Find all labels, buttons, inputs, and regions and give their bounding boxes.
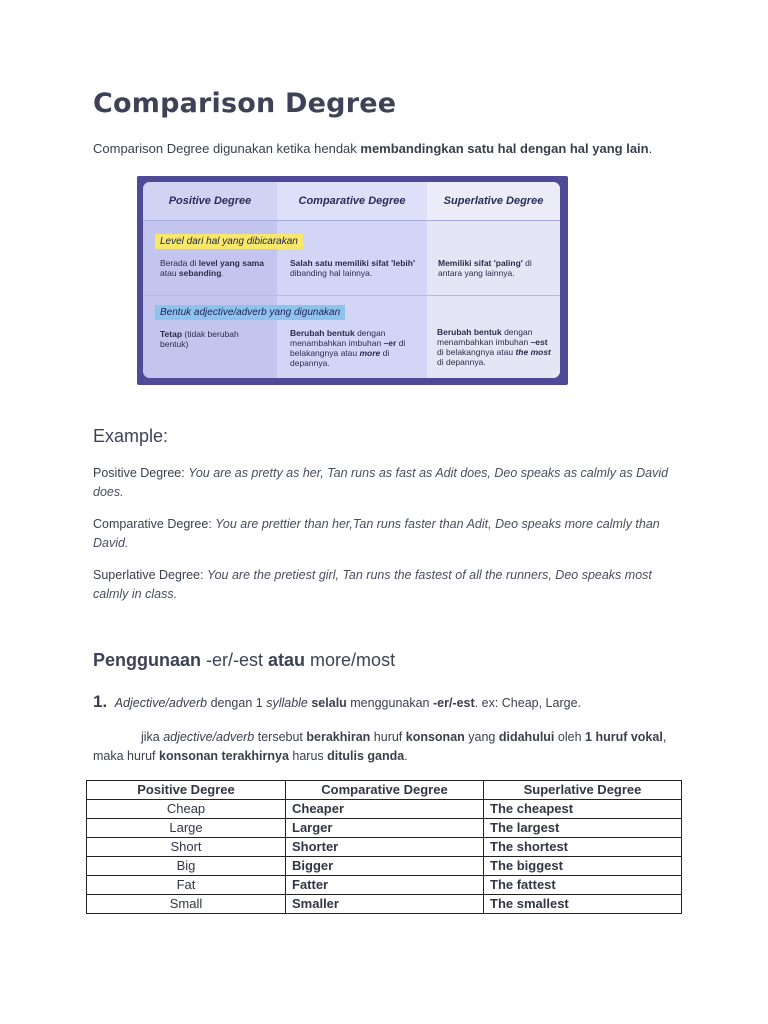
usage-rule-1-note: jika adjective/adverb tersebut berakhiran huruf konsonan yang didahului oleh 1 huruf vokal, maka huruf konsonan terakhirnya harus ditulis ganda. — [93, 730, 667, 763]
example-positive: Positive Degree: You are as pretty as her, Tan runs as fast as Adit does, Deo speaks as calmly as David does. — [93, 466, 669, 499]
infographic-divider — [143, 295, 560, 296]
infographic-tag-level: Level dari hal yang dibicarakan — [155, 234, 303, 249]
form-positive-text: Tetap (tidak berubah bentuk) — [160, 329, 239, 349]
table-cell: Shorter — [286, 838, 484, 857]
table-cell: Larger — [286, 819, 484, 838]
example-heading: Example: — [93, 426, 169, 446]
degree-infographic — [137, 176, 568, 385]
rule-number: 1. — [93, 692, 108, 711]
level-superlative-text: Memiliki sifat 'paling' di antara yang lainnya. — [438, 258, 532, 278]
table-cell: Small — [87, 895, 286, 914]
example-comparative: Comparative Degree: You are prettier than her,Tan runs faster than Adit, Deo speaks more calmly than David. — [93, 517, 660, 550]
infographic-header-comparative: Comparative Degree — [277, 182, 427, 221]
table-cell: Short — [87, 838, 286, 857]
table-cell: The largest — [484, 819, 682, 838]
form-comparative-text: Berubah bentuk dengan menambahkan imbuhan –er di belakangnya atau more di depannya. — [290, 328, 406, 368]
table-cell: Cheaper — [286, 800, 484, 819]
degree-table — [86, 780, 682, 914]
level-comparative-text: Salah satu memiliki sifat 'lebih' dibanding hal lainnya. — [290, 258, 415, 278]
table-row — [87, 857, 682, 876]
infographic-header-positive: Positive Degree — [143, 182, 277, 221]
table-row — [87, 876, 682, 895]
table-cell: Cheap — [87, 800, 286, 819]
usage-rule-1: 1. Adjective/adverb dengan 1 syllable selalu menggunakan -er/-est. ex: Cheap, Large. — [93, 692, 581, 711]
example-superlative: Superlative Degree: You are the pretiest girl, Tan runs the fastest of all the runners, Deo speaks most calmly in class. — [93, 568, 652, 601]
table-row — [87, 819, 682, 838]
table-header-row — [87, 781, 682, 800]
table-row — [87, 838, 682, 857]
table-cell: Big — [87, 857, 286, 876]
table-cell: Large — [87, 819, 286, 838]
table-cell: Fatter — [286, 876, 484, 895]
infographic-tag-form: Bentuk adjective/adverb yang digunakan — [155, 305, 345, 320]
table-row — [87, 895, 682, 914]
table-cell: The fattest — [484, 876, 682, 895]
table-row — [87, 800, 682, 819]
page-title: Comparison Degree — [93, 88, 397, 119]
table-header-comparative: Comparative Degree — [286, 781, 484, 800]
table-header-superlative: Superlative Degree — [484, 781, 682, 800]
infographic-header-superlative: Superlative Degree — [427, 182, 560, 221]
usage-heading: Penggunaan -er/-est atau more/most — [93, 650, 396, 670]
form-superlative-text: Berubah bentuk dengan menambahkan imbuhan –est di belakangnya atau the most di depannya. — [437, 327, 551, 367]
table-cell: Bigger — [286, 857, 484, 876]
table-header-positive: Positive Degree — [87, 781, 286, 800]
table-cell: The biggest — [484, 857, 682, 876]
intro-bold-text: membandingkan satu hal dengan hal yang lain — [360, 141, 649, 156]
table-cell: The smallest — [484, 895, 682, 914]
intro-paragraph — [93, 141, 652, 156]
intro-end: . — [648, 141, 653, 156]
level-positive-text: Berada di level yang sama atau sebanding. — [160, 258, 264, 278]
table-cell: The shortest — [484, 838, 682, 857]
table-cell: The cheapest — [484, 800, 682, 819]
table-cell: Smaller — [286, 895, 484, 914]
table-cell: Fat — [87, 876, 286, 895]
intro-text: Comparison Degree digunakan ketika hendak — [93, 141, 361, 156]
